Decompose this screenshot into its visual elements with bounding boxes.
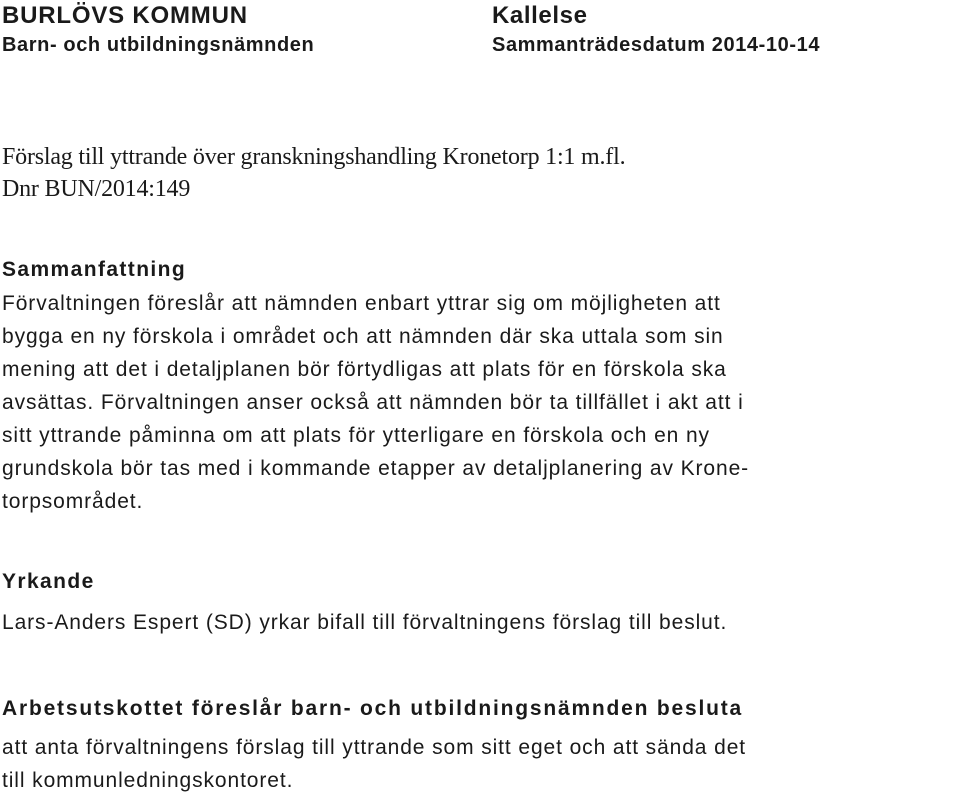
summary-line: sitt yttrande påminna om att plats för ytterligare en förskola och en ny: [2, 424, 710, 447]
motion-text: Lars-Anders Espert (SD) yrkar bifall till förvaltningens förslag till beslut.: [2, 611, 728, 634]
motion-heading: Yrkande: [2, 570, 95, 593]
proposal-line: att anta förvaltningens förslag till yttrande som sitt eget och att sända det: [2, 736, 747, 759]
summary-line: bygga en ny förskola i området och att nämnden där ska uttala som sin: [2, 325, 724, 348]
proposal-heading: Arbetsutskottet föreslår barn- och utbildningsnämnden besluta: [2, 697, 744, 720]
summary-line: grundskola bör tas med i kommande etapper av detaljplanering av Krone-: [2, 457, 750, 480]
document-type: Kallelse: [492, 2, 588, 29]
organization-name: BURLÖVS KOMMUN: [2, 2, 248, 29]
summary-line: mening att det i detaljplanen bör förtydligas att plats för en förskola ska: [2, 358, 727, 381]
item-title: Förslag till yttrande över granskningshandling Kronetorp 1:1 m.fl.: [2, 144, 626, 170]
item-reference-number: Dnr BUN/2014:149: [2, 176, 191, 202]
summary-line: avsättas. Förvaltningen anser också att nämnden bör ta tillfället i akt att i: [2, 391, 744, 414]
proposal-line: till kommunledningskontoret.: [2, 769, 294, 792]
summary-heading: Sammanfattning: [2, 258, 187, 281]
meeting-date: Sammanträdesdatum 2014-10-14: [492, 34, 821, 56]
board-name: Barn- och utbildningsnämnden: [2, 34, 315, 56]
summary-line: torpsområdet.: [2, 490, 144, 513]
summary-line: Förvaltningen föreslår att nämnden enbart yttrar sig om möjligheten att: [2, 292, 721, 315]
